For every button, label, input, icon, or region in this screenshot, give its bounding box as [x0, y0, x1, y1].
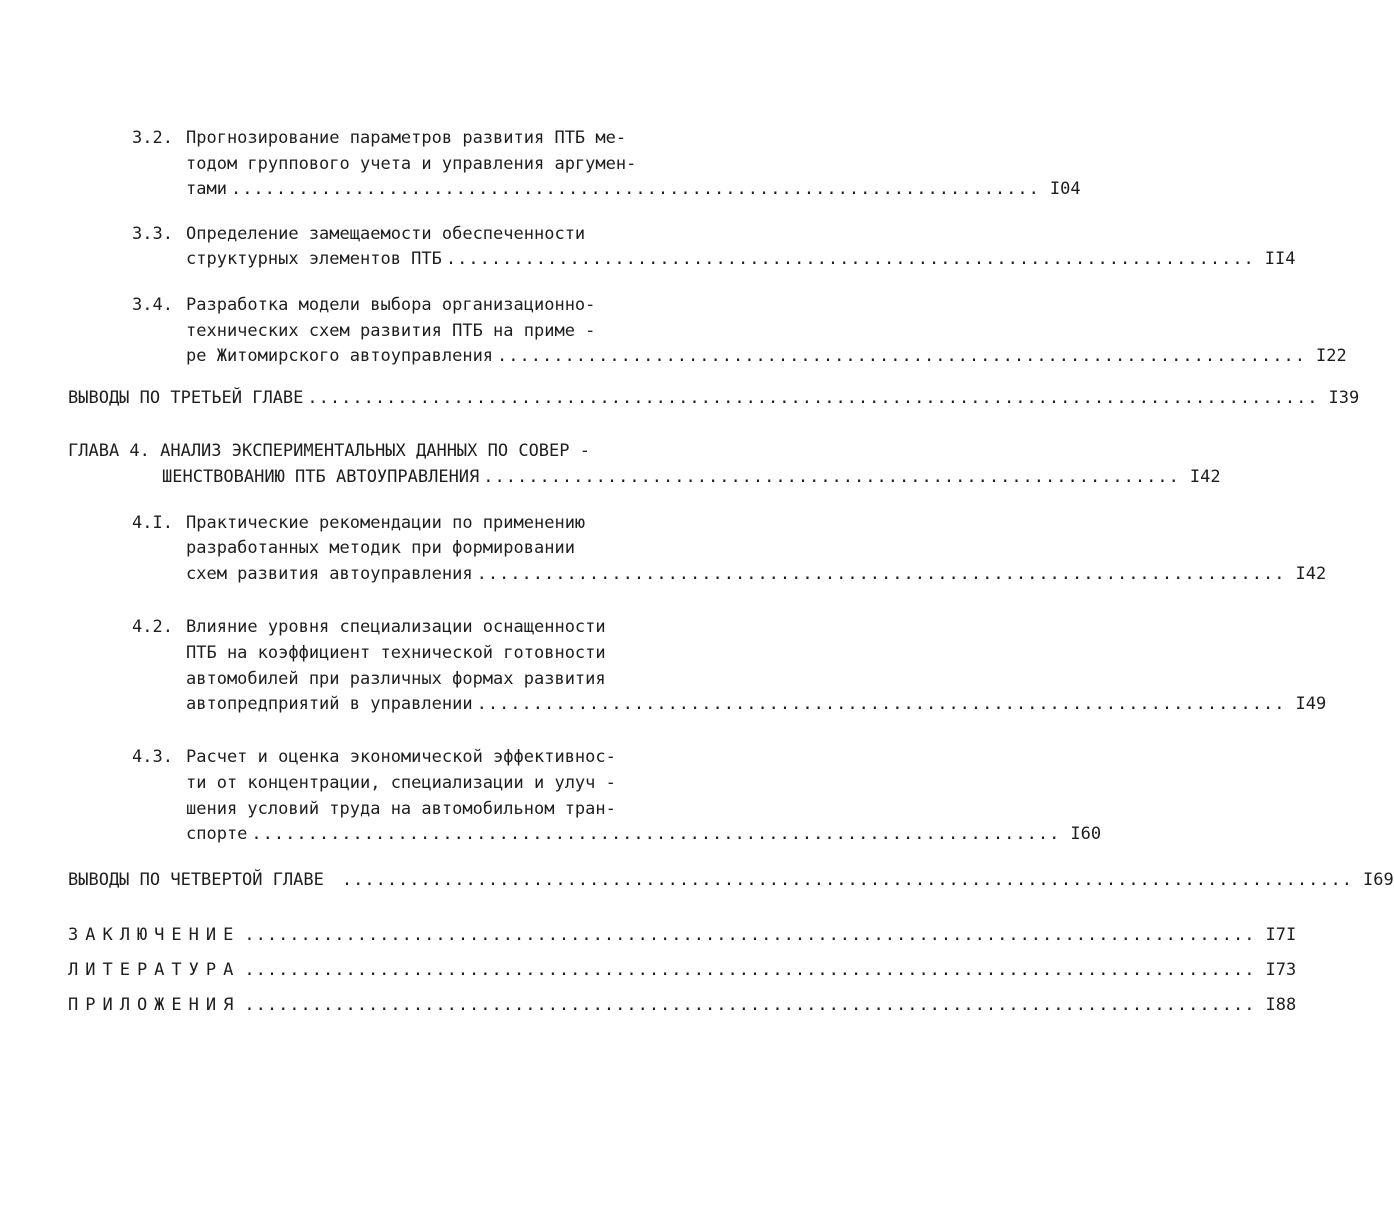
page-number: I04: [1049, 179, 1081, 199]
entry-title-line: структурных элементов ПТБ: [186, 249, 442, 269]
page-number: I69: [1363, 870, 1394, 890]
entry-title-line: ПРИЛОЖЕНИЯ: [68, 995, 241, 1015]
dot-leader: ........................................................................: [497, 346, 1306, 366]
dot-leader: ..........................................................................................: [244, 960, 1256, 980]
entry-title-line: ти от концентрации, специализации и улуч -: [186, 773, 616, 793]
toc-entry-appendices: [68, 994, 1297, 1018]
page-number: I42: [1295, 564, 1327, 584]
entry-number: 3.2.: [132, 128, 173, 148]
page-number: I39: [1328, 388, 1360, 408]
toc-entry-literature: [68, 959, 1297, 983]
toc-entry-conclusion: [68, 924, 1297, 948]
entry-title-line: тодом группового учета и управления аргумен-: [186, 154, 637, 174]
entry-title-line: тами: [186, 179, 227, 199]
entry-title-line: Расчет и оценка экономической эффективнос-: [186, 747, 616, 767]
dot-leader: ........................................................................: [476, 694, 1286, 714]
dot-leader: ........................................................................: [230, 179, 1040, 199]
dot-leader: ........................................................................: [476, 564, 1286, 584]
page-number: I88: [1265, 995, 1297, 1015]
entry-title-line: шения условий труда на автомобильном тран-: [186, 799, 616, 819]
entry-number: 3.4.: [132, 295, 173, 315]
entry-title-line: ЗАКЛЮЧЕНИЕ: [68, 925, 241, 945]
entry-title-line: автомобилей при различных формах развития: [186, 669, 606, 689]
entry-number: 4.3.: [132, 747, 173, 767]
entry-title-line: разработанных методик при формировании: [186, 538, 575, 558]
dot-leader: ..........................................................................................: [244, 925, 1256, 945]
page-number: I42: [1189, 467, 1221, 487]
dot-leader: ..........................................................................................: [307, 388, 1319, 408]
entry-number: 4.2.: [132, 617, 173, 637]
toc-entry-conclusions-3: [68, 387, 1360, 411]
entry-title-line: Определение замещаемости обеспеченности: [186, 224, 586, 244]
entry-title-line: технических схем развития ПТБ на приме -: [186, 321, 596, 341]
entry-title-line: ЛИТЕРАТУРА: [68, 960, 241, 980]
chapter-title-line: ГЛАВА 4. АНАЛИЗ ЭКСПЕРИМЕНТАЛЬНЫХ ДАННЫХ ПО СОВЕР -: [68, 441, 590, 461]
entry-title-line: ПТБ на коэффициент технической готовности: [186, 643, 606, 663]
page-number: I60: [1070, 824, 1102, 844]
chapter-title-line: ШЕНСТВОВАНИЮ ПТБ АВТОУПРАВЛЕНИЯ: [162, 467, 480, 487]
entry-title-line: ВЫВОДЫ ПО ЧЕТВЕРТОЙ ГЛАВЕ: [68, 870, 324, 890]
page-number: II4: [1264, 249, 1296, 269]
dot-leader: ..........................................................................................: [341, 870, 1354, 890]
dot-leader: ........................................................................: [251, 824, 1061, 844]
page-number: I7I: [1265, 925, 1297, 945]
entry-title-line: Разработка модели выбора организационно-: [186, 295, 596, 315]
page-number: I22: [1315, 346, 1347, 366]
entry-title-line: ре Житомирского автоуправления: [186, 346, 494, 366]
dot-leader: ..........................................................................................: [244, 995, 1256, 1015]
entry-title-line: автопредприятий в управлении: [186, 694, 473, 714]
entry-title-line: Прогнозирование параметров развития ПТБ ме-: [186, 128, 627, 148]
entry-title-line: Практические рекомендации по применению: [186, 513, 586, 533]
entry-title-line: спорте: [186, 824, 248, 844]
page-number: I49: [1295, 694, 1327, 714]
dot-leader: ........................................................................: [445, 249, 1255, 269]
entry-number: 4.I.: [132, 513, 173, 533]
dot-leader: ..............................................................: [483, 467, 1180, 487]
page-number: I73: [1265, 960, 1297, 980]
toc-entry-conclusions-4: [68, 869, 1394, 893]
entry-title-line: ВЫВОДЫ ПО ТРЕТЬЕЙ ГЛАВЕ: [68, 388, 304, 408]
entry-title-line: Влияние уровня специализации оснащенности: [186, 617, 606, 637]
entry-title-line: схем развития автоуправления: [186, 564, 473, 584]
entry-number: 3.3.: [132, 224, 173, 244]
